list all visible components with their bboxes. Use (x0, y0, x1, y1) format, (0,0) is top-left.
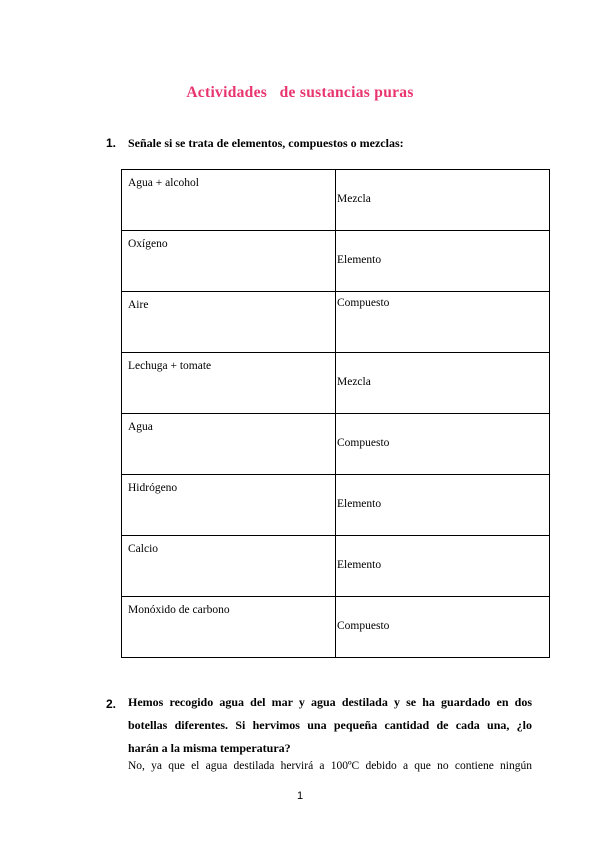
table-row (122, 292, 550, 353)
answer-cell (336, 536, 550, 597)
item-label: Hidrógeno (128, 482, 178, 494)
answer-cell (336, 475, 550, 536)
question-2-line-2: botellas diferentes. Si hervimos una pequeña cantidad de cada una, ¿lo (128, 718, 532, 732)
question-2-number: 2. (106, 697, 117, 711)
table-row (122, 170, 550, 231)
table-row (122, 597, 550, 658)
item-cell (122, 475, 336, 536)
question-2-line-3: harán a la misma temperatura? (128, 741, 291, 755)
answer-cell (336, 292, 550, 353)
answer-label: Compuesto (337, 620, 390, 632)
item-label: Monóxido de carbono (128, 604, 230, 616)
question-2-line-1: Hemos recogido agua del mar y agua destilada y se ha guardado en dos (128, 695, 532, 709)
question-2-answer: No, ya que el agua destilada hervirá a 100ºC debido a que no contiene ningún (128, 760, 532, 772)
answer-cell (336, 353, 550, 414)
table-row (122, 475, 550, 536)
page-number: 1 (296, 790, 304, 802)
item-label: Oxígeno (128, 238, 168, 250)
item-cell (122, 414, 336, 475)
answer-label: Elemento (337, 559, 382, 571)
answer-label: Elemento (337, 254, 382, 266)
answer-label: Mezcla (337, 376, 371, 388)
question-1-text: Señale si se trata de elementos, compuestos o mezclas: (128, 136, 404, 150)
item-label: Calcio (128, 543, 159, 555)
item-cell (122, 170, 336, 231)
item-cell (122, 597, 336, 658)
item-cell (122, 353, 336, 414)
answer-cell (336, 597, 550, 658)
answer-label: Compuesto (337, 437, 390, 449)
table-row (122, 353, 550, 414)
item-label: Agua (128, 421, 153, 433)
item-cell (122, 536, 336, 597)
table-row (122, 231, 550, 292)
table-row (122, 414, 550, 475)
answer-cell (336, 414, 550, 475)
question-1-number: 1. (106, 136, 117, 150)
item-label: Aire (128, 299, 149, 311)
answer-cell (336, 170, 550, 231)
item-label: Agua + alcohol (128, 177, 199, 189)
answer-label: Compuesto (337, 297, 390, 309)
answer-label: Mezcla (337, 193, 371, 205)
item-cell (122, 231, 336, 292)
table-row (122, 536, 550, 597)
item-label: Lechuga + tomate (128, 360, 212, 372)
classification-table (121, 169, 550, 658)
page-title: Actividades de sustancias puras (186, 84, 414, 101)
answer-cell (336, 231, 550, 292)
item-cell (122, 292, 336, 353)
answer-label: Elemento (337, 498, 382, 510)
